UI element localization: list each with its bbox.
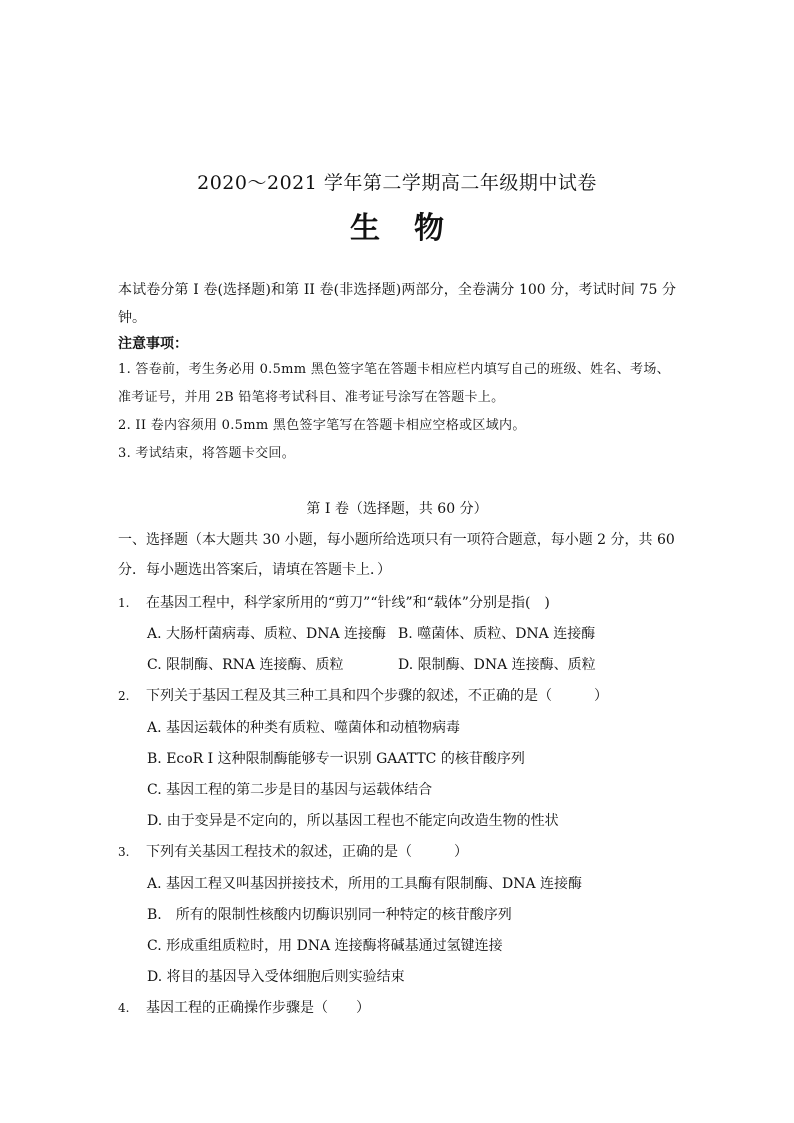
question-3 xyxy=(118,841,468,861)
question-4 xyxy=(118,997,370,1017)
question-stem: 下列有关基因工程技术的叙述，正确的是（ ） xyxy=(146,844,468,860)
question-number: 3. xyxy=(118,845,130,859)
option-b: B. 噬菌体、质粒、DNA 连接酶 xyxy=(398,626,596,642)
question-2 xyxy=(118,685,608,705)
question-number: 2. xyxy=(118,689,130,703)
question-1 xyxy=(118,592,550,612)
question-stem: 下列关于基因工程及其三种工具和四个步骤的叙述，不正确的是（ ） xyxy=(146,688,608,704)
option-d: D. 将目的基因导入受体细胞后则实验结束 xyxy=(147,969,405,985)
option-a: A. 基因运载体的种类有质粒、噬菌体和动植物病毒 xyxy=(147,720,461,736)
note-item: 1. 答卷前，考生务必用 0.5mm 黑色签字笔在答题卡相应栏内填写自己的班级、姓名、考场、 xyxy=(118,362,670,377)
option-b: B. EcoR I 这种限制酶能够专一识别 GAATTC 的核苷酸序列 xyxy=(147,751,525,767)
option-d: D. 由于变异是不定向的，所以基因工程也不能定向改造生物的性状 xyxy=(147,813,559,829)
option-d: D. 限制酶、DNA 连接酶、质粒 xyxy=(398,657,596,673)
option-c: C. 形成重组质粒时，用 DNA 连接酶将碱基通过氢键连接 xyxy=(147,938,503,954)
part-description: 一、选择题（本大题共 30 小题，每小题所给选项只有一项符合题意，每小题 2 分，共 60 分．每小题选出答案后，请填在答题卡上．） xyxy=(118,532,675,578)
question-stem: 在基因工程中，科学家所用的“剪刀”“针线”和“载体”分别是指( ) xyxy=(146,595,550,611)
note-item: 3. 考试结束，将答题卡交回。 xyxy=(118,446,296,461)
question-stem: 基因工程的正确操作步骤是（ ） xyxy=(146,1000,370,1016)
note-item: 2. II 卷内容须用 0.5mm 黑色签字笔写在答题卡相应空格或区域内。 xyxy=(118,418,526,433)
question-number: 1. xyxy=(118,596,130,610)
option-c: C. 限制酶、RNA 连接酶、质粒 xyxy=(147,657,344,673)
option-a: A. 大肠杆菌病毒、质粒、DNA 连接酶 xyxy=(147,626,387,642)
option-b: B. 所有的限制性核酸内切酶识别同一种特定的核苷酸序列 xyxy=(147,907,512,923)
exam-intro: 本试卷分第 I 卷(选择题)和第 II 卷(非选择题)两部分，全卷满分 100 分，考试时间 75 分钟。 xyxy=(118,282,676,326)
option-a: A. 基因工程又叫基因拼接技术，所用的工具酶有限制酶、DNA 连接酶 xyxy=(147,876,583,892)
option-c: C. 基因工程的第二步是目的基因与运载体结合 xyxy=(147,782,433,798)
note-item: 准考证号，并用 2B 铅笔将考试科目、准考证号涂写在答题卡上。 xyxy=(118,390,505,405)
subject-title: 生物 xyxy=(350,211,478,246)
section-title: 第 I 卷（选择题，共 60 分） xyxy=(306,501,488,517)
exam-title: 2020～2021 学年第二学期高二年级期中试卷 xyxy=(197,172,597,194)
question-number: 4. xyxy=(118,1001,130,1015)
notes-heading: 注意事项： xyxy=(118,336,188,352)
